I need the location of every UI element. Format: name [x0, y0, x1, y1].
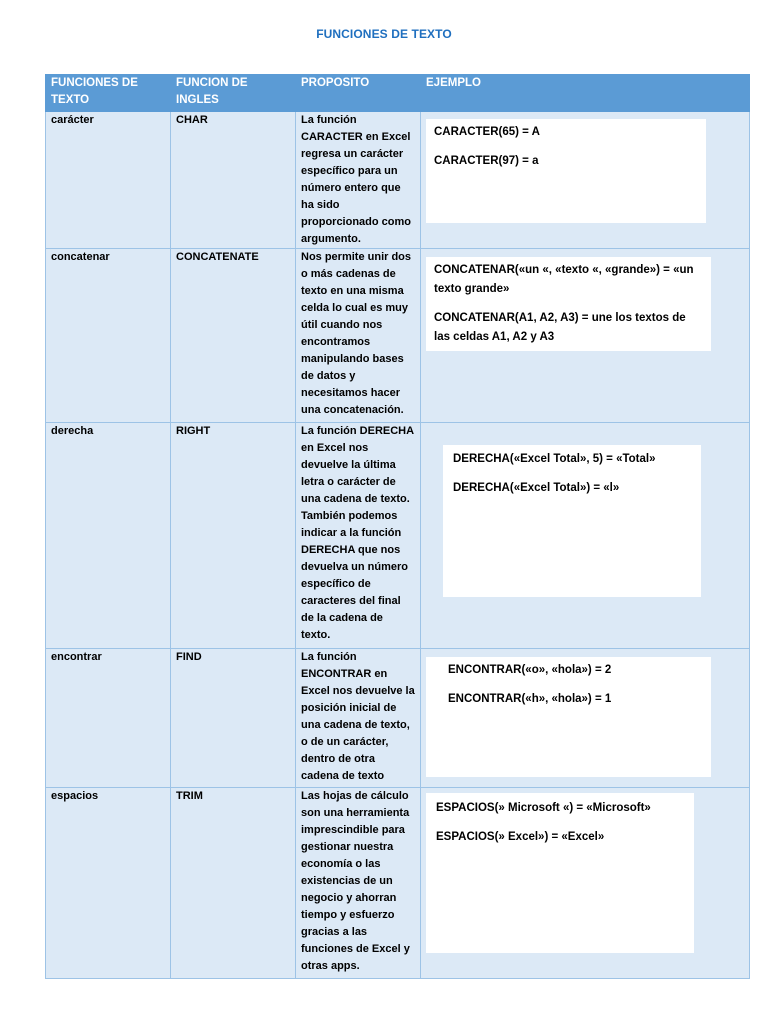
example-line: ESPACIOS(» Microsoft «) = «Microsoft»	[436, 802, 651, 814]
header-ejemplo: EJEMPLO	[421, 75, 750, 112]
purpose-cell: Las hojas de cálculo son una herramienta imprescindible para gestionar nuestra economía o las existencias de un negocio y ahorran tiempo y esfuerzo gracias a las funciones de Excel y otras apps.	[296, 788, 421, 979]
header-proposito: PROPOSITO	[296, 75, 421, 112]
functions-table	[45, 74, 750, 979]
example-box	[443, 445, 701, 597]
purpose-cell: La función ENCONTRAR en Excel nos devuelve la posición inicial de una cadena de texto, o de un carácter, dentro de otra cadena de texto	[296, 649, 421, 788]
function-name-cell: espacios	[46, 788, 171, 979]
example-cell	[421, 788, 750, 979]
function-name-cell: concatenar	[46, 249, 171, 423]
english-name-cell: TRIM	[171, 788, 296, 979]
table-row	[46, 423, 750, 649]
example-line: DERECHA(«Excel Total») = «l»	[453, 482, 620, 494]
function-name-cell: carácter	[46, 112, 171, 249]
table-row	[46, 788, 750, 979]
purpose-cell: La función CARACTER en Excel regresa un carácter específico para un número entero que ha sido proporcionado como argumento.	[296, 112, 421, 249]
example-cell	[421, 649, 750, 788]
table-row	[46, 249, 750, 423]
example-cell	[421, 112, 750, 249]
function-name-cell: derecha	[46, 423, 171, 649]
english-name-cell: CHAR	[171, 112, 296, 249]
example-cell	[421, 249, 750, 423]
english-name-cell: RIGHT	[171, 423, 296, 649]
example-box	[426, 657, 711, 777]
example-line: ESPACIOS(» Excel») = «Excel»	[436, 831, 605, 843]
header-funciones-de-texto: FUNCIONES DE TEXTO	[46, 75, 171, 112]
purpose-cell: Nos permite unir dos o más cadenas de texto en una misma celda lo cual es muy útil cuando nos encontramos manipulando bases de datos y necesitamos hacer una concatenación.	[296, 249, 421, 423]
table-row	[46, 649, 750, 788]
table-header-row	[46, 75, 750, 112]
example-box	[426, 257, 711, 351]
example-box	[426, 119, 706, 223]
example-cell	[421, 423, 750, 649]
header-funcion-de-ingles: FUNCION DE INGLES	[171, 75, 296, 112]
example-line: ENCONTRAR(«o», «hola») = 2	[448, 664, 612, 676]
example-line: CONCATENAR(«un «, «texto «, «grande») = «un texto grande»	[434, 264, 694, 295]
purpose-cell: La función DERECHA en Excel nos devuelve la última letra o carácter de una cadena de texto. También podemos indicar a la función DERECHA que nos devuelva un número específico de caracteres del final de la cadena de texto.	[296, 423, 421, 649]
example-line: DERECHA(«Excel Total», 5) = «Total»	[453, 453, 656, 465]
english-name-cell: FIND	[171, 649, 296, 788]
table-row	[46, 112, 750, 249]
example-line: CONCATENAR(A1, A2, A3) = une los textos de las celdas A1, A2 y A3	[434, 312, 686, 343]
english-name-cell: CONCATENATE	[171, 249, 296, 423]
example-box	[426, 793, 694, 953]
example-line: CARACTER(97) = a	[434, 155, 539, 167]
example-line: CARACTER(65) = A	[434, 126, 540, 138]
function-name-cell: encontrar	[46, 649, 171, 788]
example-line: ENCONTRAR(«h», «hola») = 1	[448, 693, 612, 705]
document-title: FUNCIONES DE TEXTO	[316, 27, 452, 41]
